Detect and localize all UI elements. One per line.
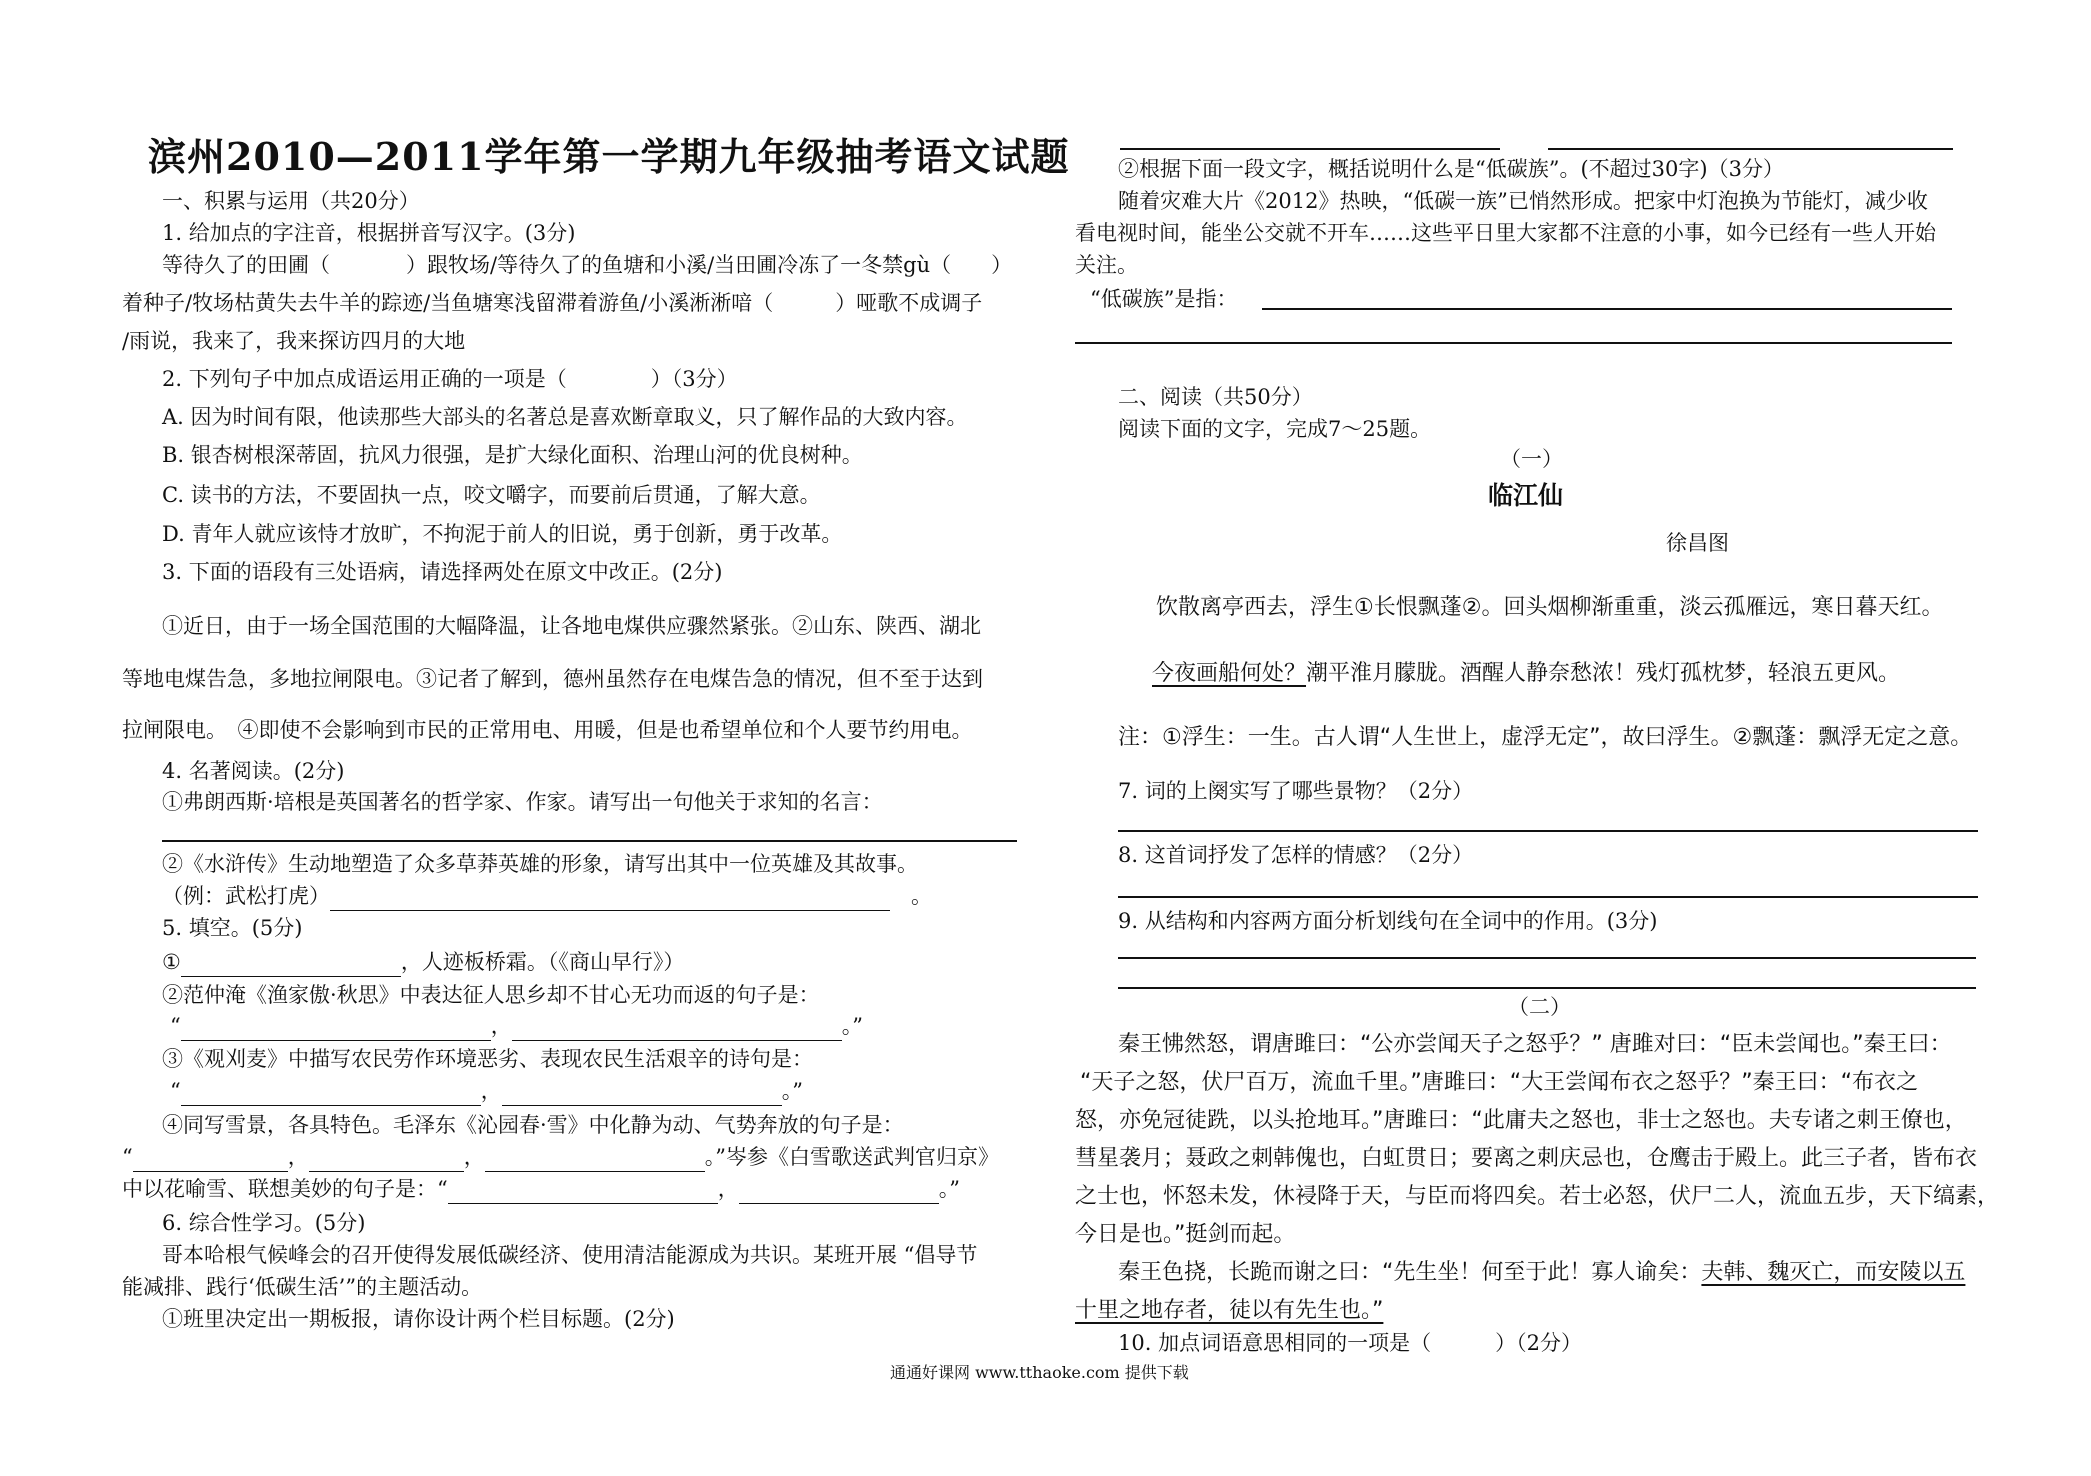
poem-title: 临江仙 bbox=[1488, 481, 1564, 510]
question-3-passage-3: 拉闸限电。 ④即使不会影响到市民的正常用电、用暖，但是也希望单位和个人要节约用电。 bbox=[122, 718, 973, 742]
answer-blank[interactable] bbox=[1431, 1336, 1495, 1358]
question-7: 7. 词的上阕实写了哪些景物？（2分） bbox=[1118, 779, 1474, 803]
question-1-line-2 bbox=[122, 288, 982, 318]
q1-text-c: ） bbox=[991, 253, 1013, 277]
comma: ， bbox=[480, 1079, 502, 1103]
question-6-2-passage-2: 看电视时间，能坐公交就不开车……这些平日里大家都不注意的小事，如今已经有一些人开始 bbox=[1075, 221, 1936, 245]
prose-line-5: 之士也，怀怒未发，休祲降于天，与臣而将四矣。若士必怒，伏尸二人，流血五步，天下缟素， bbox=[1075, 1184, 2000, 1209]
quote-open: “ bbox=[170, 1079, 181, 1103]
comma: ， bbox=[717, 1177, 739, 1201]
quote-close: 。” bbox=[781, 1079, 803, 1103]
prose-line-3: 怒，亦免冠徒跣，以头抢地耳。”唐雎曰：“此庸夫之怒也，非士之怒也。夫专诸之刺王僚也， bbox=[1075, 1108, 1967, 1133]
question-4-1: ①弗朗西斯·培根是英国著名的哲学家、作家。请写出一句他关于求知的名言： bbox=[162, 790, 883, 814]
poem-note: 注：①浮生：一生。古人谓“人生世上，虚浮无定”，故曰浮生。②飘蓬：飘浮无定之意。 bbox=[1118, 725, 1973, 750]
poem-author: 徐昌图 bbox=[1666, 531, 1729, 555]
answer-line[interactable] bbox=[1118, 957, 1976, 959]
poem-line-1: 饮散离亭西去，浮生①长恨飘蓬②。回头烟柳渐重重，淡云孤雁远，寒日暮天红。 bbox=[1156, 595, 1944, 620]
prose-line-6: 今日是也。”挺剑而起。 bbox=[1075, 1222, 1296, 1247]
question-2 bbox=[162, 364, 738, 394]
question-3: 3. 下面的语段有三处语病，请选择两处在原文中改正。(2分) bbox=[162, 560, 723, 584]
quote-close: 。” bbox=[938, 1177, 960, 1201]
footer-source: 通通好课网 www.tthaoke.com 提供下载 bbox=[890, 1363, 1189, 1382]
answer-line[interactable] bbox=[1075, 342, 1952, 344]
question-9: 9. 从结构和内容两方面分析划线句在全词中的作用。(3分) bbox=[1118, 909, 1658, 933]
answer-blank[interactable] bbox=[181, 1083, 481, 1106]
prose-line-7 bbox=[1118, 1256, 1965, 1290]
underlined-line: 今夜画船何处？ bbox=[1152, 661, 1307, 686]
section-2-instruction: 阅读下面的文字，完成7～25题。 bbox=[1118, 417, 1432, 441]
answer-line[interactable] bbox=[1548, 148, 1953, 150]
question-5-3-blanks bbox=[170, 1076, 803, 1106]
q1-text-a: 着种子/牧场枯黄失去牛羊的踪迹/当鱼塘寒浅留滞着游鱼/小溪淅淅喑（ bbox=[122, 291, 774, 315]
answer-blank[interactable] bbox=[309, 1149, 464, 1172]
answer-blank[interactable] bbox=[567, 372, 651, 394]
question-5-4-blanks bbox=[122, 1142, 999, 1172]
q5-4-text: 。”岑参《白雪歌送武判官归京》 bbox=[704, 1145, 999, 1169]
question-4: 4. 名著阅读。(2分) bbox=[162, 759, 345, 783]
q4-example: （例：武松打虎） bbox=[162, 884, 330, 908]
question-3-passage-1: ①近日，由于一场全国范围的大幅降温，让各地电煤供应骤然紧张。②山东、陕西、湖北 bbox=[162, 614, 981, 638]
question-2-option-d: D. 青年人就应该恃才放旷，不拘泥于前人的旧说，勇于创新，勇于改革。 bbox=[162, 522, 843, 546]
answer-blank[interactable] bbox=[181, 954, 401, 977]
page-title: 滨州2010—2011学年第一学期九年级抽考语文试题 bbox=[148, 134, 1070, 179]
q2-points: ）（3分） bbox=[650, 367, 738, 391]
q4-end: 。 bbox=[911, 884, 932, 908]
section-1-heading: 一、积累与运用（共20分） bbox=[162, 189, 420, 213]
question-2-option-b: B. 银杏树根深蒂固，抗风力很强，是扩大绿化面积、治理山河的优良树种。 bbox=[162, 443, 863, 467]
q5-4b-text: 中以花喻雪、联想美妙的句子是：“ bbox=[122, 1177, 448, 1201]
prose-line-4: 彗星袭月；聂政之刺韩傀也，白虹贯日；要离之刺庆忌也，仓鹰击于殿上。此三子者，皆布衣 bbox=[1075, 1146, 1978, 1171]
question-1-line-3: /雨说，我来了，我来探访四月的大地 bbox=[122, 329, 466, 353]
prose-line-2: “天子之怒，伏尸百万，流血千里。”唐雎曰：“大王尝闻布衣之怒乎？”秦王曰：“布衣之 bbox=[1080, 1070, 1918, 1095]
answer-line[interactable] bbox=[162, 840, 1017, 842]
section-2-heading: 二、阅读（共50分） bbox=[1118, 385, 1313, 409]
question-5-2-blanks bbox=[170, 1011, 863, 1041]
part-1-label: （一） bbox=[1500, 447, 1563, 471]
underlined-sentence: 十里之地存者，徒以有先生也。” bbox=[1075, 1298, 1384, 1323]
answer-blank[interactable] bbox=[951, 258, 991, 280]
question-5-4: ④同写雪景，各具特色。毛泽东《沁园春·雪》中化静为动、气势奔放的句子是： bbox=[162, 1113, 904, 1137]
answer-blank[interactable] bbox=[739, 1181, 939, 1204]
answer-blank[interactable] bbox=[181, 1018, 491, 1041]
question-5-1 bbox=[162, 947, 684, 977]
poem-line-2-rest: 潮平淮月朦胧。酒醒人静奈愁浓！残灯孤枕梦，轻浪五更风。 bbox=[1306, 661, 1901, 686]
question-6-2: ②根据下面一段文字，概括说明什么是“低碳族”。(不超过30字)（3分） bbox=[1118, 157, 1784, 181]
answer-blank[interactable] bbox=[133, 1149, 288, 1172]
question-6-2-passage-3: 关注。 bbox=[1075, 253, 1138, 277]
answer-line[interactable] bbox=[1118, 987, 1976, 989]
question-6-2-definition: “低碳族”是指： bbox=[1090, 287, 1238, 311]
question-6-2-passage-1: 随着灾难大片《2012》热映，“低碳一族”已悄然形成。把家中灯泡换为节能灯，减少收 bbox=[1118, 189, 1928, 213]
comma: ， bbox=[287, 1145, 309, 1169]
question-5-3: ③《观刈麦》中描写农民劳作环境恶劣、表现农民生活艰辛的诗句是： bbox=[162, 1047, 813, 1071]
answer-blank[interactable] bbox=[773, 296, 835, 318]
answer-line[interactable] bbox=[1262, 308, 1952, 310]
prose-line-1: 秦王怫然怒，谓唐雎曰：“公亦尝闻天子之怒乎？” 唐雎对曰：“臣未尝闻也。”秦王曰： bbox=[1118, 1032, 1952, 1057]
q2-text: 2. 下列句子中加点成语运用正确的一项是（ bbox=[162, 367, 567, 391]
comma: ， bbox=[490, 1014, 512, 1038]
q10-text: 10. 加点词语意思相同的一项是（ bbox=[1118, 1331, 1432, 1355]
q5-1-marker: ① bbox=[162, 950, 181, 974]
q10-points: ）（2分） bbox=[1495, 1331, 1582, 1355]
q5-1-text: ，人迹板桥霜。（《商山早行》） bbox=[400, 950, 685, 974]
answer-line[interactable] bbox=[1118, 896, 1978, 898]
question-6-passage-1: 哥本哈根气候峰会的召开使得发展低碳经济、使用清洁能源成为共识。某班开展 “倡导节 bbox=[162, 1243, 978, 1267]
answer-line[interactable] bbox=[1118, 830, 1978, 832]
quote-open: “ bbox=[122, 1145, 133, 1169]
prose-line-8 bbox=[1075, 1294, 1383, 1328]
question-4-2: ②《水浒传》生动地塑造了众多草莽英雄的形象，请写出其中一位英雄及其故事。 bbox=[162, 852, 918, 876]
q1-text-b: ）哑歌不成调子 bbox=[835, 291, 983, 315]
question-2-option-a: A. 因为时间有限，他读那些大部头的名著总是喜欢断章取义，只了解作品的大致内容。 bbox=[162, 405, 968, 429]
q1-text-a: 等待久了的田圃（ bbox=[162, 253, 330, 277]
q1-text-b: ）跟牧场/等待久了的鱼塘和小溪/当田圃冷冻了一冬禁gù（ bbox=[406, 253, 952, 277]
answer-line[interactable] bbox=[1120, 148, 1500, 150]
question-6-1: ①班里决定出一期板报，请你设计两个栏目标题。(2分) bbox=[162, 1307, 675, 1331]
prose-line-7-text: 秦王色挠，长跪而谢之曰：“先生坐！何至于此！寡人谕矣： bbox=[1118, 1260, 1702, 1285]
comma: ， bbox=[463, 1145, 485, 1169]
question-3-passage-2: 等地电煤告急，多地拉闸限电。③记者了解到，德州虽然存在电煤告急的情况，但不至于达到 bbox=[122, 667, 983, 691]
answer-blank[interactable] bbox=[502, 1083, 782, 1106]
question-1: 1. 给加点的字注音，根据拼音写汉字。(3分) bbox=[162, 221, 576, 245]
poem-line-2 bbox=[1152, 657, 1900, 691]
question-5-2: ②范仲淹《渔家傲·秋思》中表达征人思乡却不甘心无功而返的句子是： bbox=[162, 983, 820, 1007]
question-6-passage-2: 能减排、践行‘低碳生活’”的主题活动。 bbox=[122, 1275, 483, 1299]
answer-blank[interactable] bbox=[512, 1018, 842, 1041]
question-8: 8. 这首词抒发了怎样的情感？（2分） bbox=[1118, 843, 1474, 867]
question-6: 6. 综合性学习。(5分) bbox=[162, 1211, 366, 1235]
quote-open: “ bbox=[170, 1014, 181, 1038]
question-4-2-example bbox=[162, 881, 932, 911]
answer-blank[interactable] bbox=[330, 888, 890, 911]
question-5-4b bbox=[122, 1174, 960, 1204]
answer-blank[interactable] bbox=[485, 1149, 705, 1172]
answer-blank[interactable] bbox=[448, 1181, 718, 1204]
question-5: 5. 填空。(5分) bbox=[162, 916, 303, 940]
question-1-line-1 bbox=[162, 250, 1012, 280]
question-2-option-c: C. 读书的方法，不要固执一点，咬文嚼字，而要前后贯通，了解大意。 bbox=[162, 483, 821, 507]
quote-close: 。” bbox=[841, 1014, 863, 1038]
part-2-label: （二） bbox=[1508, 995, 1571, 1019]
question-10 bbox=[1118, 1328, 1582, 1358]
answer-blank[interactable] bbox=[330, 258, 406, 280]
underlined-sentence: 夫韩、魏灭亡，而安陵以五 bbox=[1701, 1260, 1966, 1285]
